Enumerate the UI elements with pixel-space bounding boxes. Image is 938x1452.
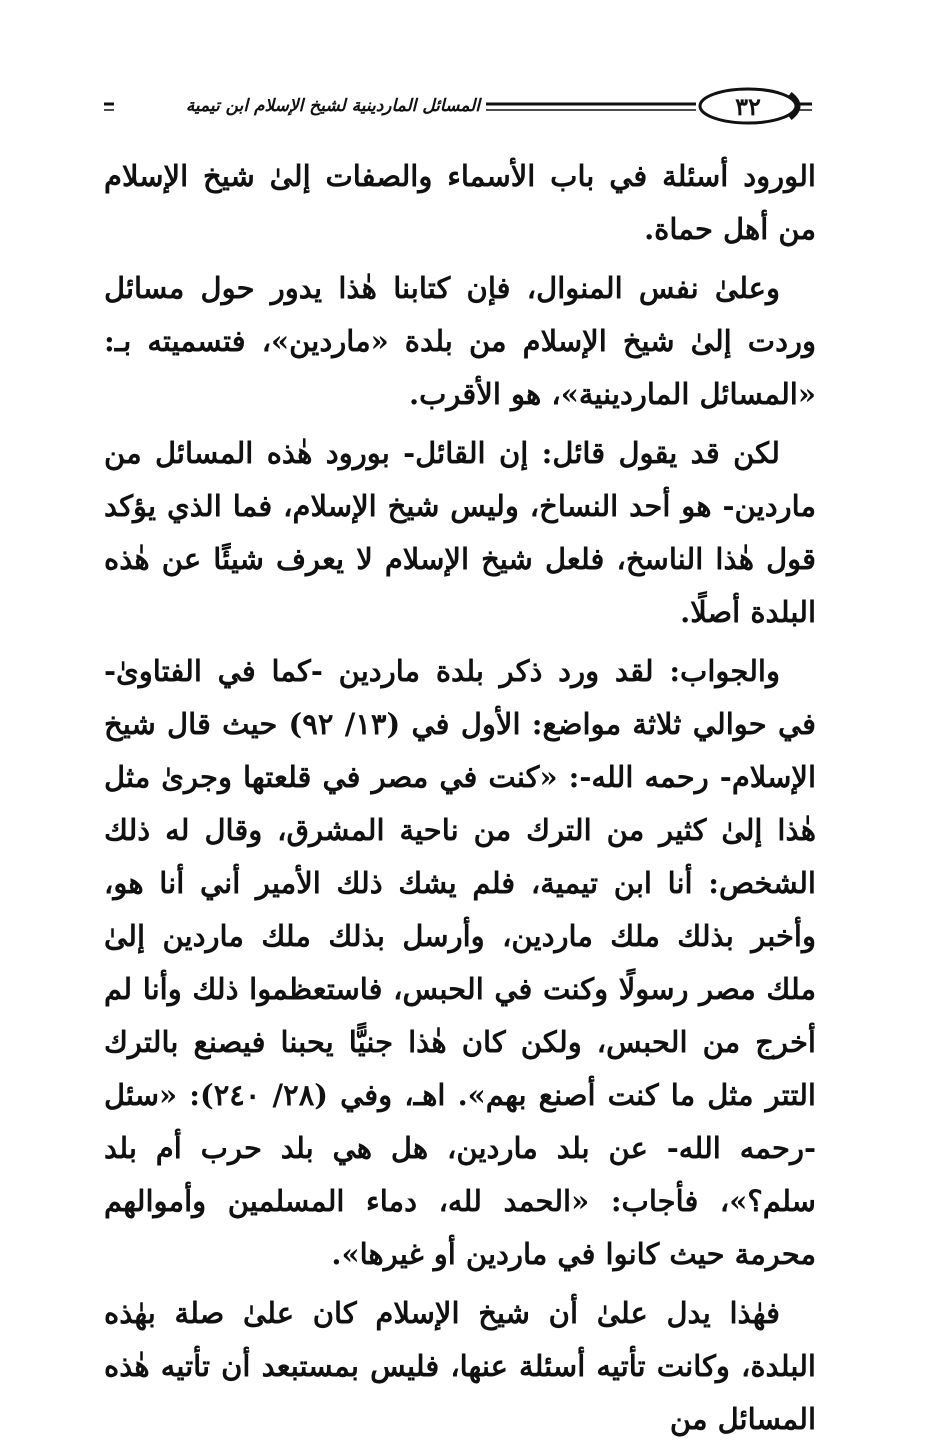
page-number: ٣٢ (735, 91, 761, 121)
paragraph: لكن قد يقول قائل: إن القائل- بورود هٰذه المسائل من ماردين- هو أحد النساخ، وليس شيخ الإسلام، فما الذي يؤكد قول هٰذا الناسخ، فلعل شيخ الإسلام لا يعرف شيئًا عن هٰذه البلدة أصلًا. (104, 436, 816, 629)
paragraph: الورود أسئلة في باب الأسماء والصفات إلىٰ شيخ الإسلام من أهل حماة. (104, 159, 816, 246)
paragraph: وعلىٰ نفس المنوال، فإن كتابنا هٰذا يدور حول مسائل وردت إلىٰ شيخ الإسلام من بلدة «ماردين»، فتسميته بـ: «المسائل الماردينية»، هو الأقرب. (104, 271, 816, 411)
running-title: المسائل الماردينية لشيخ الإسلام ابن تيمية (114, 92, 486, 120)
page-header (100, 86, 814, 126)
paragraph: والجواب: لقد ورد ذكر بلدة ماردين -كما في الفتاوىٰ- في حوالي ثلاثة مواضع: الأول في (١٣/ ٩٢) حيث قال شيخ الإسلام- رحمه الله-: «كنت في مصر في قلعتها وجرىٰ مثل هٰذا إلىٰ كثير من الترك من ناحية المشرق، وقال له ذلك الشخص: أنا ابن تيمية، فلم يشك ذلك الأمير أني أنا هو، وأخبر بذلك ملك ماردين، وأرسل بذلك ملك ماردين إلىٰ ملك مصر رسولًا وكنت في الحبس، فاستعظموا ذلك وأنا لم أخرج من الحبس، ولكن كان هٰذا جنيًّا يحبنا فيصنع بالترك التتر مثل ما كنت أصنع بهم». اهـ، وفي (٢٨/ ٢٤٠): «سئل -رحمه الله- عن بلد ماردين، هل هي بلد حرب أم بلد سلم؟»، فأجاب: «الحمد لله، دماء المسلمين وأموالهم محرمة حيث كانوا في ماردين أو غيرها». (104, 654, 817, 1271)
paragraph: فهٰذا يدل علىٰ أن شيخ الإسلام كان علىٰ صلة بهٰذه البلدة، وكانت تأتيه أسئلة عنها، فليس بمستبعد أن تأتيه هٰذه المسائل من (104, 1296, 816, 1436)
page-body (104, 150, 816, 1452)
